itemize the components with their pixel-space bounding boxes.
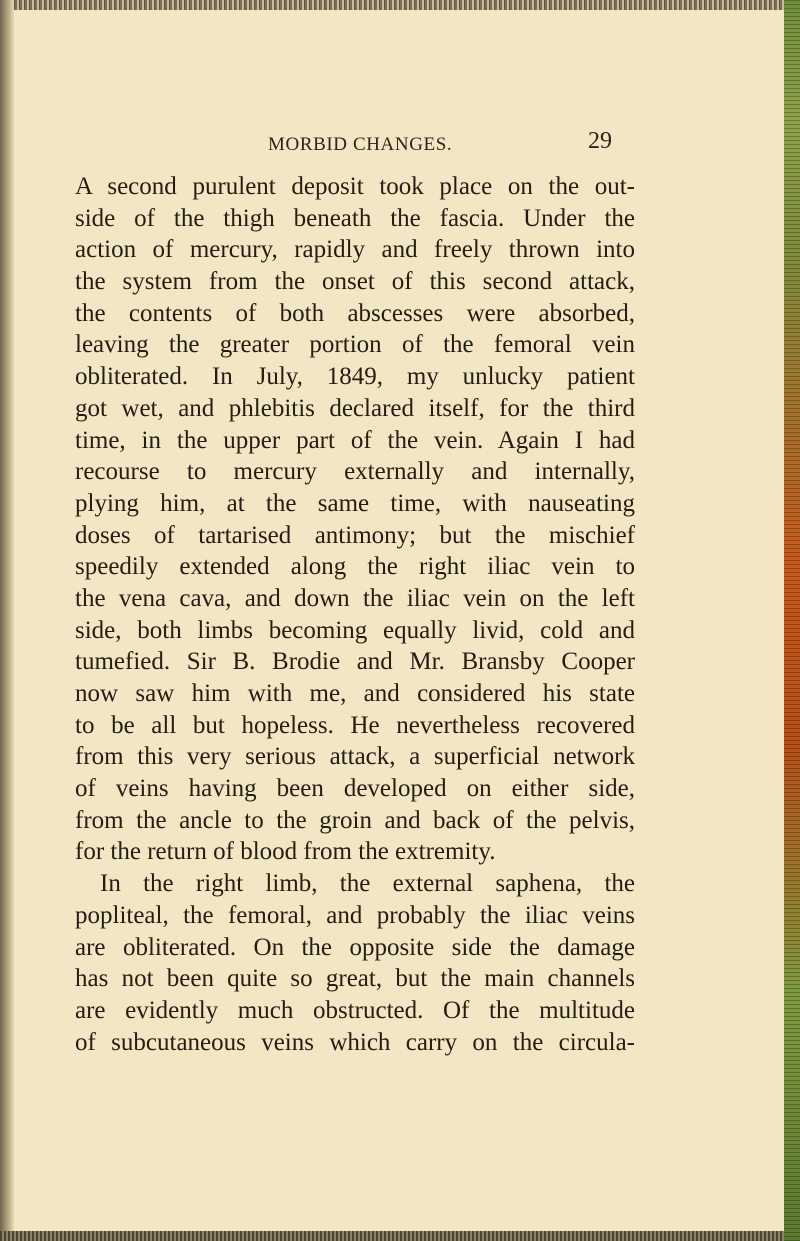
running-head: MORBID CHANGES. xyxy=(268,134,453,155)
text-line: to be all but hopeless. He nevertheless recovered xyxy=(75,711,635,739)
text-line: are obliterated. On the opposite side the damage xyxy=(75,933,635,961)
text-line: from this very serious attack, a superficial network xyxy=(75,743,635,771)
text-line: plying him, at the same time, with nauseating xyxy=(75,489,635,517)
text-line: doses of tartarised antimony; but the mischief xyxy=(75,521,635,549)
text-line: leaving the greater portion of the femoral vein xyxy=(75,331,635,359)
page-number: 29 xyxy=(588,128,612,154)
text-line: of veins having been developed on either side, xyxy=(75,775,635,803)
text-line: obliterated. In July, 1849, my unlucky patient xyxy=(75,363,635,391)
page-bottom-edge xyxy=(0,1231,786,1241)
text-line: are evidently much obstructed. Of the multitude xyxy=(75,996,635,1024)
page-gutter-shadow xyxy=(0,0,14,1241)
text-line: the system from the onset of this second attack, xyxy=(75,268,635,296)
text-line: the contents of both abscesses were absorbed, xyxy=(75,299,635,327)
text-line: side of the thigh beneath the fascia. Under the xyxy=(75,204,635,232)
text-line: has not been quite so great, but the main channels xyxy=(75,965,635,993)
text-line: speedily extended along the right iliac vein to xyxy=(75,553,635,581)
text-line: now saw him with me, and considered his state xyxy=(75,680,635,707)
text-line: tumefied. Sir B. Brodie and Mr. Bransby Cooper xyxy=(75,648,635,676)
text-line: popliteal, the femoral, and probably the iliac veins xyxy=(75,901,635,929)
text-line: the vena cava, and down the iliac vein on the left xyxy=(75,584,635,612)
text-line: side, both limbs becoming equally livid, cold and xyxy=(75,616,635,644)
body-text xyxy=(75,171,635,1058)
text-line: A second purulent deposit took place on the out- xyxy=(75,173,635,200)
text-line: from the ancle to the groin and back of the pelvis, xyxy=(75,806,635,834)
text-line: time, in the upper part of the vein. Again I had xyxy=(75,426,635,454)
text-line: recourse to mercury externally and internally, xyxy=(75,458,635,486)
page-fore-edge xyxy=(784,0,800,1241)
text-line: for the return of blood from the extremity. xyxy=(75,838,496,866)
page-top-edge xyxy=(0,0,786,10)
text-line: action of mercury, rapidly and freely thrown into xyxy=(75,236,635,264)
text-line: In the right limb, the external saphena, the xyxy=(100,870,635,898)
text-line: got wet, and phlebitis declared itself, for the third xyxy=(75,394,635,422)
text-line: of subcutaneous veins which carry on the circula- xyxy=(75,1028,635,1056)
